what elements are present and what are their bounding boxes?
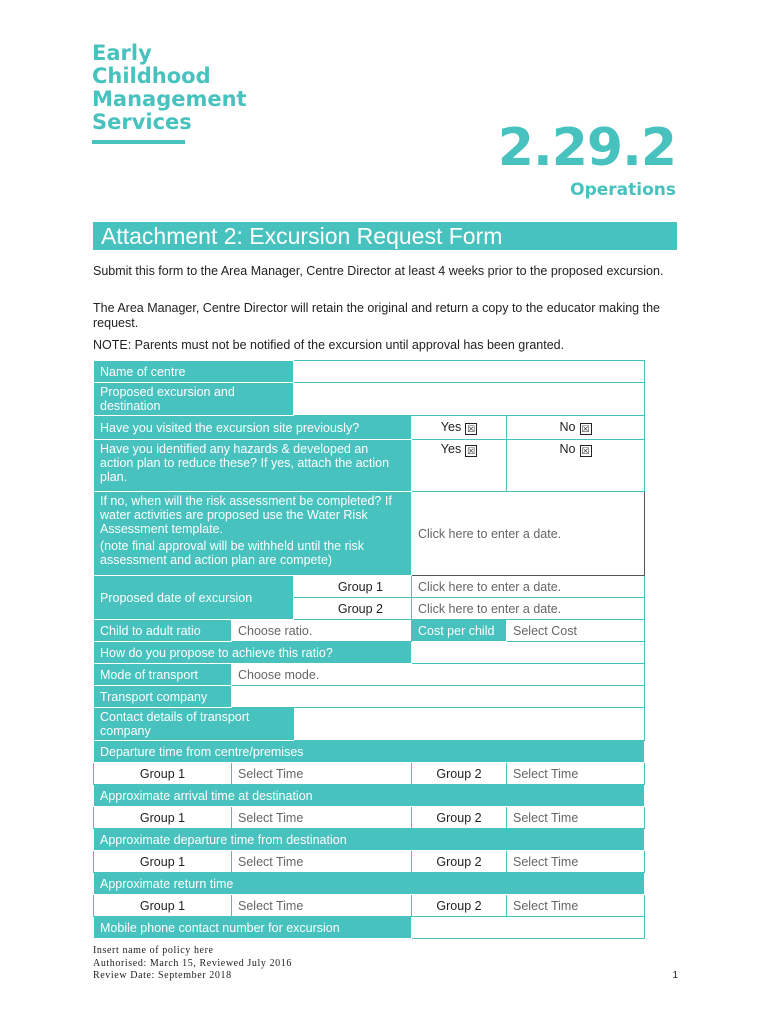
footer-authorised: Authorised: March 15, Reviewed July 2016 <box>93 957 292 969</box>
group2-label: Group 2 <box>294 598 412 620</box>
proposed-date-label: Proposed date of excursion <box>94 576 294 620</box>
risk-assessment-note: (note final approval will be withheld until the risk assessment and action plan are compete) <box>100 539 365 567</box>
brand-line: Early <box>92 41 152 65</box>
hazards-no-option[interactable] <box>507 440 645 492</box>
hazards-yes-option[interactable] <box>412 440 507 492</box>
note-paragraph: NOTE: Parents must not be notified of the excursion until approval has been granted. <box>93 338 565 352</box>
footer <box>93 945 292 983</box>
group2-label: Group 2 <box>412 851 507 873</box>
visited-site-label: Have you visited the excursion site previously? <box>94 416 412 440</box>
departure-centre-group1-time[interactable]: Select Time <box>232 763 412 785</box>
achieve-ratio-field[interactable] <box>412 642 645 664</box>
return-group2-time[interactable]: Select Time <box>507 895 645 917</box>
intro-paragraph: The Area Manager, Centre Director will retain the original and return a copy to the educator making the request. <box>93 301 660 330</box>
departure-destination-group2-time[interactable]: Select Time <box>507 851 645 873</box>
departure-destination-header: Approximate departure time from destination <box>94 829 645 851</box>
visited-no-option[interactable] <box>507 416 645 440</box>
checkbox-icon[interactable]: ☒ <box>581 424 590 434</box>
no-label: No <box>559 442 576 456</box>
checkbox-icon[interactable]: ☒ <box>467 424 476 434</box>
cost-label: Cost per child <box>412 620 507 642</box>
group2-label: Group 2 <box>412 895 507 917</box>
transport-company-field[interactable] <box>232 686 645 708</box>
cost-select[interactable]: Select Cost <box>507 620 645 642</box>
arrival-group2-time[interactable]: Select Time <box>507 807 645 829</box>
checkbox-icon[interactable]: ☒ <box>581 446 590 456</box>
name-of-centre-label: Name of centre <box>94 361 294 383</box>
name-of-centre-field[interactable] <box>294 361 645 383</box>
yes-label: Yes <box>440 442 462 456</box>
departure-centre-header: Departure time from centre/premises <box>94 741 645 763</box>
brand-line: Management <box>92 87 247 111</box>
achieve-ratio-label: How do you propose to achieve this ratio? <box>94 642 412 664</box>
hazards-label: Have you identified any hazards & developed an action plan to reduce these? If yes, attach the action plan. <box>94 440 412 492</box>
group1-date-field[interactable]: Click here to enter a date. <box>412 576 645 598</box>
departure-destination-group1-time[interactable]: Select Time <box>232 851 412 873</box>
risk-assessment-date-field[interactable]: Click here to enter a date. <box>412 492 645 576</box>
transport-contact-label: Contact details of transport company <box>94 708 294 741</box>
risk-assessment-text: If no, when will the risk assessment be completed? If water activities are proposed use the Water Risk Assessment template. <box>100 494 392 536</box>
proposed-excursion-field[interactable] <box>294 383 645 416</box>
document-section: Operations <box>570 180 676 200</box>
page-number: 1 <box>672 970 678 981</box>
excursion-form <box>93 360 645 939</box>
group1-label: Group 1 <box>94 763 232 785</box>
footer-review: Review Date: September 2018 <box>93 970 232 981</box>
return-time-header: Approximate return time <box>94 873 645 895</box>
group1-label: Group 1 <box>94 851 232 873</box>
mobile-contact-field[interactable] <box>412 917 645 939</box>
visited-yes-option[interactable] <box>412 416 507 440</box>
transport-mode-label: Mode of transport <box>94 664 232 686</box>
group1-label: Group 1 <box>94 895 232 917</box>
arrival-destination-header: Approximate arrival time at destination <box>94 785 645 807</box>
intro-paragraph: Submit this form to the Area Manager, Centre Director at least 4 weeks prior to the proposed excursion. <box>93 264 664 278</box>
document-number: 2.29.2 <box>497 118 676 178</box>
brand-logo <box>92 42 247 134</box>
proposed-excursion-label: Proposed excursion and destination <box>94 383 294 416</box>
brand-line: Childhood <box>92 64 211 88</box>
group2-date-field[interactable]: Click here to enter a date. <box>412 598 645 620</box>
group1-label: Group 1 <box>294 576 412 598</box>
arrival-group1-time[interactable]: Select Time <box>232 807 412 829</box>
page-title: Attachment 2: Excursion Request Form <box>93 222 677 250</box>
brand-underline <box>92 140 185 144</box>
group2-label: Group 2 <box>412 763 507 785</box>
footer-policy: Insert name of policy here <box>93 945 214 956</box>
transport-company-label: Transport company <box>94 686 232 708</box>
brand-line: Services <box>92 110 192 134</box>
departure-centre-group2-time[interactable]: Select Time <box>507 763 645 785</box>
group1-label: Group 1 <box>94 807 232 829</box>
ratio-label: Child to adult ratio <box>94 620 232 642</box>
transport-mode-select[interactable]: Choose mode. <box>232 664 645 686</box>
checkbox-icon[interactable]: ☒ <box>467 446 476 456</box>
group2-label: Group 2 <box>412 807 507 829</box>
mobile-contact-label: Mobile phone contact number for excursion <box>94 917 412 939</box>
ratio-select[interactable]: Choose ratio. <box>232 620 412 642</box>
no-label: No <box>559 420 576 434</box>
yes-label: Yes <box>440 420 462 434</box>
risk-assessment-label <box>94 492 412 576</box>
transport-contact-field[interactable] <box>294 708 645 741</box>
return-group1-time[interactable]: Select Time <box>232 895 412 917</box>
